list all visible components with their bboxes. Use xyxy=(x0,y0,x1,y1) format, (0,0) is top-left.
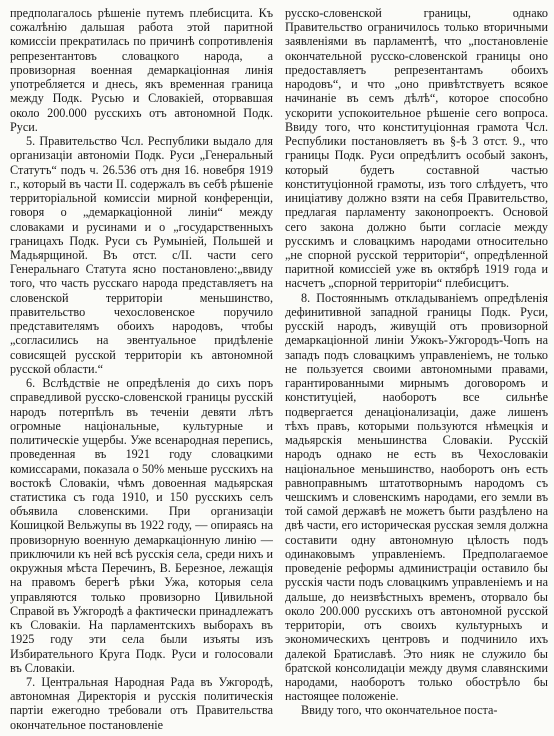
paragraph: 8. Постояннымъ откладываніемъ опредѣленія дефинитивной западной границы Подк. Руси, русскій народъ, живущій отъ провизорной демаркаціонной линіи Ужокъ-Ужгородъ-Чопъ на западъ подъ словацкимъ управленіемъ, не только не пользуется своими автономными правами, гарантированными мирнымъ договоромъ и конституціей, наоборотъ все сильнѣе подвергается денаціонализаціи, даже лишенъ тѣхъ правъ, которыми пользуются нѣмецкія и мадьярскія меньшинства Словакіи. Русскій народъ однако не есть въ Чехословакіи національное меньшинство, наоборотъ онъ есть равноправнымъ штатотворнымъ народомъ съ чешскимъ и словенскимъ народами, его земли въ той самой державѣ не можетъ быти раздѣлено на двѣ части, его историческая русская земля должна составити одну автономную цѣлость подъ одинаковымъ управленіемъ. Предполагаемое проведеніе реформы администраціи оставило бы русскія части подъ словацкимъ управленіемъ и на дальше, до неизвѣстныхъ временъ, оторвало бы около 200.000 русскихъ отъ автономной русской территоріи, отъ своихъ культурныхъ и экономическихъ центровъ и подчинило ихъ далекой Братиславѣ. Это нияк не служило бы братской консолидаціи между двумя славянскими народами, наоборотъ только обострѣло бы настоящее положеніе. xyxy=(285,290,548,704)
paragraph: русско-словенской границы, однако Правительство ограничилось только вторичными заявленіями въ парламентѣ, что „постановленіе окончательной русско-словенской границы оно предоставляетъ репрезентантамъ обоихъ народовъ“, и что „оно привѣтствуетъ всякое начинаніе въ семъ дѣлѣ“, которое способно ускорити успокоительное рѣшеніе сего вопроса. Ввиду того, что конституціонная грамота Чсл. Республики постановляетъ въ §-ѣ 3 отст. 9., что границы Подк. Руси опредѣлитъ особый законъ, который будетъ составной частью конституціонной грамоты, изъ того слѣдуетъ, что иниціативу должно взяти на себя Правительство, предлагая парламенту законопроектъ. Основой сего закона должно быти согласіе между русскимъ и словацкимъ народами относительно „не спорной русской территоріи“, опредѣленной паритной комиссіей уже въ октябрѣ 1919 года и насчетъ „спорной территоріи“ плебисцитъ. xyxy=(285,6,548,291)
right-column xyxy=(285,6,548,732)
paragraph: 5. Правительство Чсл. Республики выдало для организаціи автономіи Подк. Руси „Генеральный Статутъ“ подъ ч. 26.536 отъ дня 16. новебря 1919 г., который въ части II. содержалъ въ себѣ рѣшеніе территоріальной комиссіи мирной конференціи, говоря о „демаркаціонной линіи“ между словаками и русинами и о „государственныхъ границахъ Подк. Руси съ Румыніей, Польшей и Мадьярщиной. Въ отст. с/II. части сего Генеральнаго Статута ясно постановлено:„ввиду того, что часть русскаго народа представляетъ на словенской территоріи меньшинство, правительство чехословенское поручило представителямъ обоихъ народовъ, чтобы „согласились на эвентуальное придѣленіе совисящей русской территоріи къ автономной русской области.“ xyxy=(10,134,273,376)
paragraph: Ввиду того, что окончательное поста- xyxy=(301,703,498,718)
paragraph: 6. Вслѣдствіе не опредѣленія до сихъ поръ справедливой русско-словенской границы русскій народъ потерпѣлъ въ теченіи девяти лѣтъ огромные національные, культурные и политическіе ущербы. Уже всенародная перепись, проведенная въ 1921 году словацкими комиссарами, показала о 50% меньше русскихъ на востокѣ Словакіи, чѣмъ довоенная мадьярская статистика съ года 1910, и 150 русскихъ селъ объявила словенскими. При организаціи Кошицкой Вельжупы въ 1922 году, — опираясь на провизорную военную демаркаціонную линію — приключили къ ней всѣ русскія села, среди нихъ и окружныя мѣста Перечинъ, В. Березное, лежащія на правомъ берегѣ рѣки Ужа, которыя села управляются только провизорно Цивильной Справой въ Ужгородѣ а фактически принадлежатъ къ Словакіи. На парламентскихъ выборахъ въ 1925 году эти села были изъяты изъ Избирательного Круга Подк. Руси и голосовали въ Словакіи. xyxy=(10,376,273,675)
paragraph: предполагалось рѣшеніе путемъ плебисцита. Къ сожалѣнію дальшая работа этой паритной комиссіи прекратилась по причинѣ сопротивленія репрезентантовъ словацкого народа, а провизорная военная демаркаціонная линія употребляется и днесь, якъ временная граница между Подк. Русью и Словакіей, оторвавшая около 200.000 русскихъ отъ автономной Подк. Руси. xyxy=(10,6,273,134)
left-column xyxy=(10,6,273,732)
paragraph: 7. Центральная Народная Рада въ Ужгородѣ, автономная Директорія и русскія политическія партіи ежегодно требовали отъ Правительства окончательное постановленіе xyxy=(10,675,273,732)
